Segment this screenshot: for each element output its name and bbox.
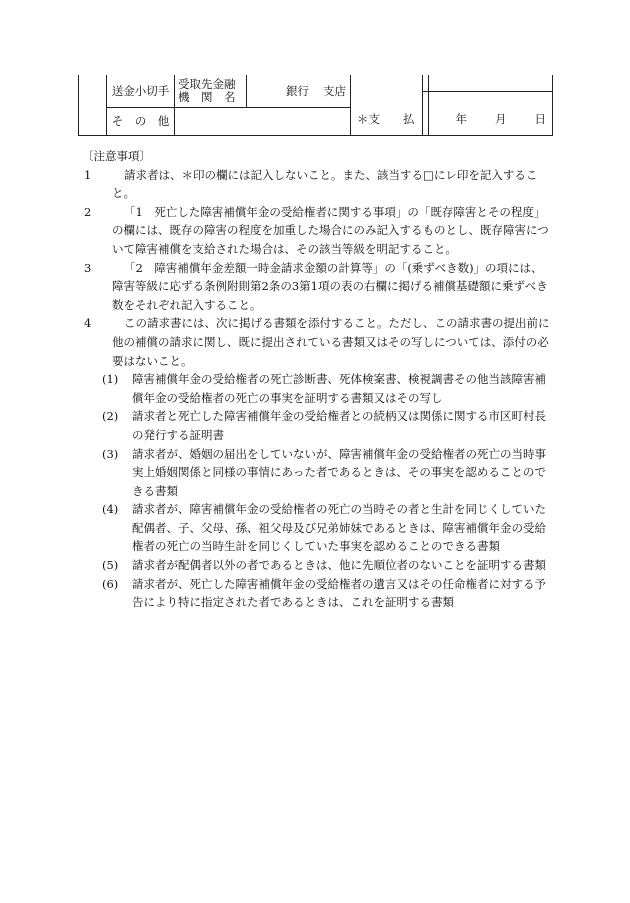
subnote-text: 請求者が、死亡した障害補償年金の受給権者の遺言又はその任命権者に対する予告により特に指定された者であるときは、これを証明する書類 [132,576,546,610]
note-text: 請求者は、＊印の欄には記入しないこと。また、該当する□にレ印を記入すること。 [112,167,538,201]
note-number: 2 [84,204,92,219]
subnote-item-6 [98,575,554,612]
bank-branch-field[interactable] [247,75,351,107]
subnote-item-1 [98,370,554,407]
payment-label-cell [351,75,423,135]
subnote-text: 請求者が配偶者以外の者であるときは、他に先順位者のないことを証明する書類 [132,558,546,573]
note-number: 3 [84,260,92,275]
day-label: 日 [534,111,546,126]
remit-check-label [107,75,175,107]
recipient-bank-line1: 受取先金融 [178,76,236,91]
other-label-cell [107,107,175,135]
note-number: 4 [84,316,92,331]
subnote-number: (6) [102,576,119,591]
payment-label: ＊支 払 [357,111,415,126]
subnote-text: 請求者が、障害補償年金の受給権者の死亡の当時その者と生計を同じくしていた配偶者、子、父母、孫、祖父母及び兄弟姉妹であるときは、障害補償年金の受給権者の死亡の当時生計を同じくしていた事実を認めることのできる書類 [132,502,546,554]
subnote-item-3 [98,445,554,501]
subnote-number: (5) [102,558,119,573]
year-label: 年 [455,111,467,126]
subnote-item-2 [98,407,554,444]
subnote-number: (2) [102,409,119,424]
subnote-text: 請求者と死亡した障害補償年金の受給権者との続柄又は関係に関する市区町村長の発行する証明書 [132,409,546,442]
subnote-item-5 [98,556,554,575]
note-item-4 [84,314,554,370]
note-text: この請求書には、次に掲げる書類を添付すること。ただし、この請求書の提出前に他の補償の請求に関し、既に提出されている書類又はその写しについては、添付の必要はないこと。 [112,316,550,368]
recipient-bank-label-cell [175,75,247,107]
payment-method-table [78,75,553,136]
subnote-text: 障害補償年金の受給権者の死亡診断書、死体検案書、検視調書その他当該障害補償年金の受給権者の死亡の事実を証明する書類又はその写し [132,372,546,405]
subnote-number: (1) [102,372,119,387]
notes-section [82,147,554,612]
date-inner-vline [428,75,429,135]
branch-label: 支店 [323,83,346,98]
note-item-1 [84,166,554,203]
note-text: 「1 死亡した障害補償年金の受給権者に関する事項」の「既存障害とその程度」の欄には、既存の障害の程度を加重した場合にのみ記入するものとし、既存障害について障害補償を支給された場合は、その該当等級を明記すること。 [112,204,549,256]
notes-heading: 〔注意事項〕 [82,149,151,163]
subnote-item-4 [98,500,554,556]
note-item-3 [84,259,554,315]
payment-date-field[interactable] [423,75,553,135]
date-row-divider [422,91,552,92]
month-label: 月 [495,111,507,126]
note-item-2 [84,203,554,259]
note-text: 「2 障害補償年金差額一時金請求金額の計算等」の「(乗ずべき数)」の項には、障害等級に応ずる条例附則第2条の3第1項の表の右欄に掲げる補償基礎額に乗ずべき数をそれぞれ記入すること。 [112,260,548,312]
subnote-number: (4) [102,502,119,517]
left-margin-cell [79,75,107,135]
bank-label: 銀行 [286,83,309,98]
other-label: そ の 他 [111,114,170,128]
recipient-bank-line2: 機 関 名 [178,89,236,104]
note-number: 1 [84,167,92,182]
subnote-number: (3) [102,446,119,461]
remit-check-text: 送金小切手 [111,83,170,98]
subnote-text: 請求者が、婚姻の届出をしていないが、障害補償年金の受給権者の死亡の当時事実上婚姻関係と同様の事情にあった者であるときは、その事実を認めることのできる書類 [132,446,546,498]
other-field[interactable] [175,107,351,135]
recipient-bank-label [175,78,246,104]
